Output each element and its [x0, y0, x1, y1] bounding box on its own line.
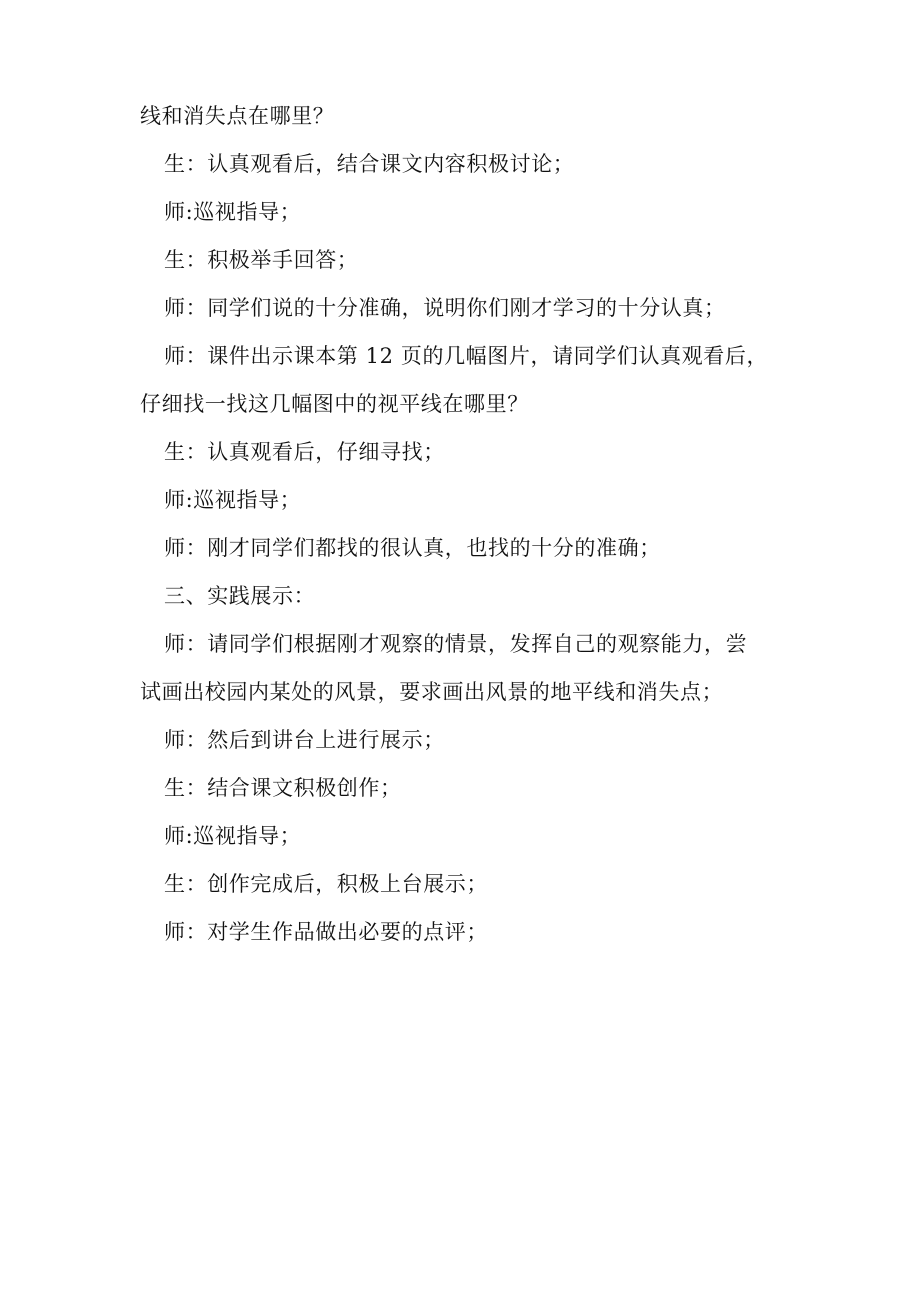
text-line: 师：请同学们根据刚才观察的情景，发挥自己的观察能力，尝: [164, 632, 748, 656]
document-body: [140, 92, 800, 956]
text-line: 师:巡视指导；: [164, 824, 302, 848]
text-line: 仔细找一找这几幅图中的视平线在哪里？: [140, 392, 529, 416]
text-line: 生：结合课文积极创作；: [164, 776, 402, 800]
text-line: 生：创作完成后，积极上台展示；: [164, 872, 488, 896]
text-line: 试画出校园内某处的风景，要求画出风景的地平线和消失点；: [140, 680, 724, 704]
text-line: 生：积极举手回答；: [164, 248, 359, 272]
section-heading: 三、实践展示：: [164, 584, 316, 608]
text-line: 生：认真观看后，结合课文内容积极讨论；: [164, 152, 575, 176]
text-line: 线和消失点在哪里？: [140, 104, 335, 128]
text-line: 师：然后到讲台上进行展示；: [164, 728, 445, 752]
text-line: 师：对学生作品做出必要的点评；: [164, 920, 488, 944]
text-line: 生：认真观看后，仔细寻找；: [164, 440, 445, 464]
text-line: 师:巡视指导；: [164, 488, 302, 512]
text-line: 师:巡视指导；: [164, 200, 302, 224]
text-line: 师：刚才同学们都找的很认真，也找的十分的准确；: [164, 536, 661, 560]
text-line: 师：课件出示课本第 12 页的几幅图片，请同学们认真观看后，: [164, 344, 769, 368]
text-line: 师：同学们说的十分准确，说明你们刚才学习的十分认真；: [164, 296, 726, 320]
